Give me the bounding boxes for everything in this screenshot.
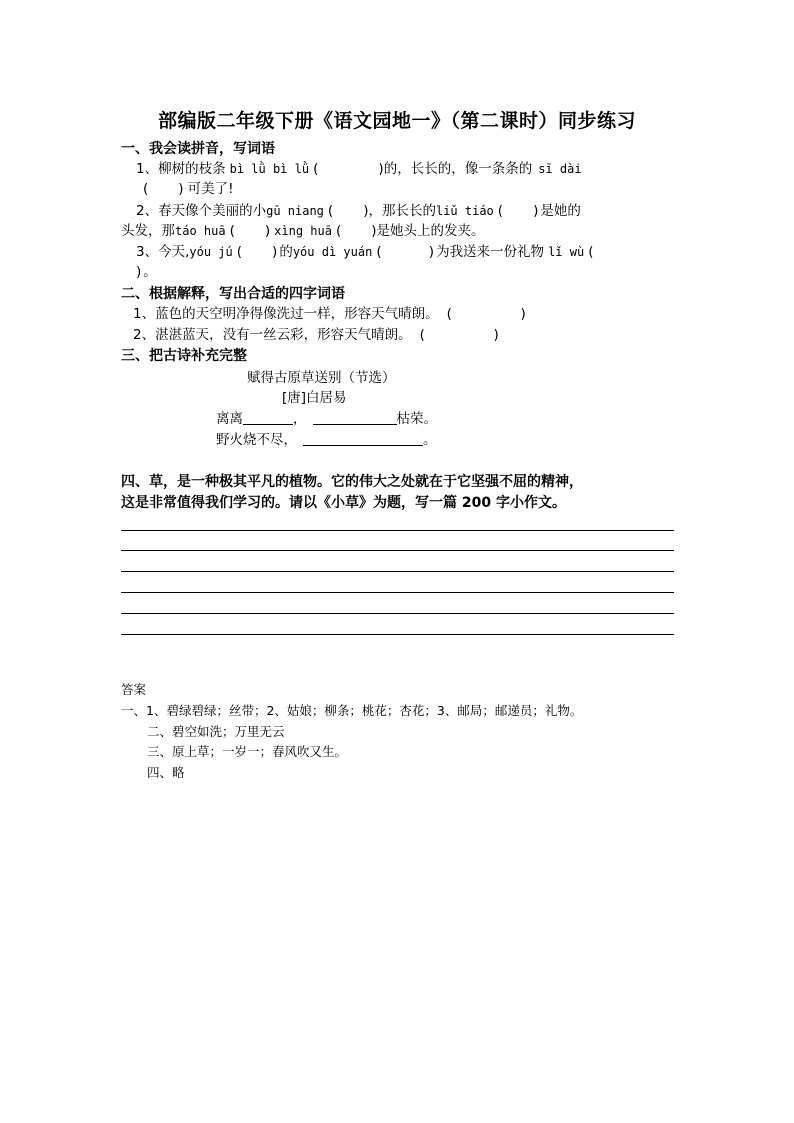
q1-2-pinyin-3: táo huā (175, 224, 226, 238)
q1-2-answer-blank-2[interactable]: ( ) (497, 203, 539, 219)
essay-prompt-line-1: 四、草，是一种极其平凡的植物。它的伟大之处就在于它坚强不屈的精神， (121, 474, 583, 490)
q1-2-text-a: 2、春天像个美丽的小 (136, 203, 267, 219)
q2-2-text: 2、湛湛蓝天，没有一丝云彩，形容天气晴朗。 (133, 327, 412, 343)
question-1-2-line1 (136, 201, 581, 221)
q2-1-text: 1、蓝色的天空明净得像洗过一样，形容天气晴朗。 (133, 306, 439, 322)
q1-2-pinyin-1: gū niang (266, 204, 324, 218)
poem-line1-text-c: 枯荣。 (396, 411, 437, 427)
answers-label: 答案 (121, 682, 147, 697)
q1-3-text-a: 3、今天, (136, 244, 190, 260)
q1-3-answer-blank-3-close[interactable]: ) (136, 264, 142, 280)
poem-line2-blank[interactable] (303, 431, 423, 446)
q1-2-pinyin-2: liǔ tiáo (435, 204, 494, 218)
section1-heading: 一、我会读拼音，写词语 (121, 141, 275, 157)
writing-line[interactable] (121, 550, 674, 551)
writing-line[interactable] (121, 613, 674, 614)
q1-1-answer-blank-2[interactable]: ( ) (143, 181, 184, 197)
q1-2-answer-blank-4[interactable]: ( ) (335, 223, 377, 239)
writing-line[interactable] (121, 571, 674, 572)
q1-3-text-d: 。 (143, 264, 157, 280)
poem-line2-text-b: 。 (423, 432, 437, 448)
q1-3-pinyin-1: yóu jú (189, 245, 233, 259)
q1-1-text-b: 的，长长的，像一条条的 (383, 161, 533, 177)
q1-2-answer-blank-3[interactable]: ( ) (229, 223, 271, 239)
q1-3-answer-blank-3-open[interactable]: ( (588, 244, 594, 260)
question-2-1 (133, 304, 526, 324)
q1-1-text-a: 1、柳树的枝条 (136, 161, 226, 177)
q1-2-text-e: 是她头上的发夹。 (376, 223, 485, 239)
poem-title: 赋得古原草送别（节选） (247, 370, 396, 386)
writing-line[interactable] (121, 634, 674, 635)
q1-1-text-c: 可美了! (187, 181, 234, 197)
poem-line1-text-b: ， (293, 411, 307, 427)
q1-2-answer-blank-1[interactable]: ( ) (327, 203, 369, 219)
poem-line-1 (216, 409, 437, 429)
essay-prompt-line-2: 这是非常值得我们学习的。请以《小草》为题，写一篇 200 字小作文。 (121, 495, 566, 511)
q1-3-pinyin-2: yóu dì yuán (292, 245, 373, 259)
q2-2-answer-blank[interactable]: ( ) (419, 327, 499, 343)
q1-3-pinyin-3: lǐ wù (548, 245, 585, 259)
answer-section-1: 一、1、碧绿碧绿；丝带；2、姑娘；柳条；桃花；杏花；3、邮局；邮递员；礼物。 (121, 703, 583, 718)
poem-line1-blank-1[interactable] (243, 410, 293, 425)
question-1-3-line1 (136, 242, 593, 262)
poem-line1-text-a: 离离 (216, 411, 243, 427)
q1-2-pinyin-4: xìng huā (274, 224, 332, 238)
q1-3-text-c: 为我送来一份礼物 (436, 244, 545, 260)
answer-section-4: 四、略 (147, 765, 185, 780)
q1-1-answer-blank-1[interactable]: ( ) (313, 161, 384, 177)
answer-section-2: 二、碧空如洗；万里无云 (147, 724, 285, 739)
writing-line[interactable] (121, 592, 674, 593)
q1-3-text-b: 的 (279, 244, 293, 260)
answer-section-3: 三、原上草；一岁一；春风吹又生。 (147, 744, 348, 759)
q1-1-pinyin-1: bì lǜ bì lǜ (229, 162, 310, 176)
q1-3-answer-blank-1[interactable]: ( ) (236, 244, 278, 260)
section3-heading: 三、把古诗补充完整 (121, 348, 247, 364)
question-1-2-line2 (121, 221, 485, 241)
question-1-1-line1 (136, 159, 582, 179)
q1-1-pinyin-2: sī dài (538, 162, 582, 176)
writing-line[interactable] (121, 530, 674, 531)
q1-2-text-c: 是她的 (540, 203, 581, 219)
question-1-3-line2 (136, 262, 157, 282)
poem-line1-blank-2[interactable] (313, 410, 397, 425)
poem-line2-text-a: 野火烧不尽， (216, 432, 297, 448)
q1-2-text-d: 头发，那 (121, 223, 175, 239)
q1-2-text-b: ，那长长的 (368, 203, 436, 219)
poem-author: [唐]白居易 (282, 390, 347, 406)
q2-1-answer-blank[interactable]: ( ) (446, 306, 526, 322)
section2-heading: 二、根据解释，写出合适的四字词语 (121, 286, 345, 302)
poem-line-2 (216, 430, 437, 450)
page-title: 部编版二年级下册《语文园地一》（第二课时）同步练习 (157, 110, 636, 132)
question-2-2 (133, 325, 499, 345)
question-1-1-line2 (143, 179, 234, 199)
q1-3-answer-blank-2[interactable]: ( ) (376, 244, 435, 260)
